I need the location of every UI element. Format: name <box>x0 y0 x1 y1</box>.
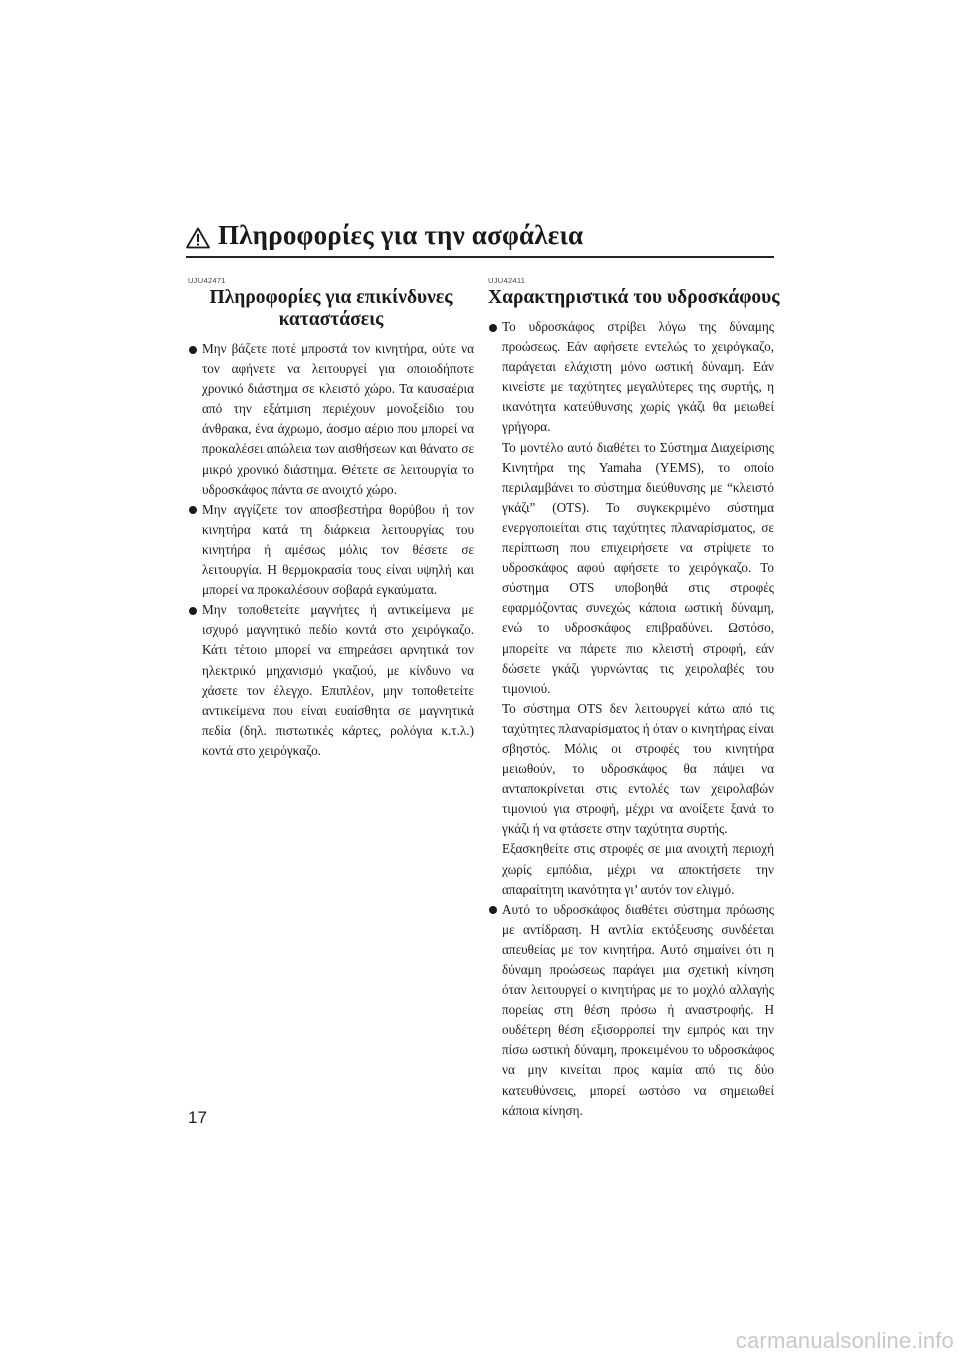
bullet-icon <box>189 346 197 354</box>
left-column <box>188 276 474 761</box>
list-item <box>488 900 774 1121</box>
characteristics-list <box>488 317 774 1121</box>
list-item <box>188 500 474 600</box>
paragraph: Μην αγγίζετε τον αποσβεστήρα θορύβου ή τον κινητήρα κατά τη διάρκεια λειτουργίας του κινητήρα ή αμέσως μόλις τον θέσετε σε λειτουργία. Η θερμοκρασία τους είναι υψηλή και μπορεί να προκαλέσουν σοβαρά εγκαύματα. <box>202 501 474 598</box>
page-title: Πληροφορίες για την ασφάλεια <box>218 220 584 250</box>
warning-triangle-icon <box>186 227 210 249</box>
section-title: Πληροφορίες για επικίνδυνες καταστάσεις <box>209 287 453 330</box>
bullet-icon <box>489 906 497 914</box>
paragraph: Αυτό το υδροσκάφος διαθέτει σύστημα πρόωσης με αντίδραση. Η αντλία εκτόξευσης συνδέεται απευθείας με τον κινητήρα. Αυτό σημαίνει ότι η δύναμη προώσεως παράγει μια σχετική κίνηση όταν λειτουργεί ο κινητήρας με το μοχλό αλλαγής πορείας στη θέση πρόσω ή αναστροφής. Η ουδέτερη θέση εξισορροπεί την εμπρός και την πίσω ωστική δύναμη, προκειμένου το υδροσκάφος να μην κινείται προς καμία από τις δύο κατευθύνσεις, μπορεί ωστόσο να σημειωθεί κάποια κίνηση. <box>502 901 774 1118</box>
right-column <box>488 276 780 1121</box>
list-item <box>188 600 474 761</box>
list-item <box>488 317 774 900</box>
bullet-icon <box>489 324 497 332</box>
paragraph: Εξασκηθείτε στις στροφές σε μια ανοιχτή περιοχή χωρίς εμπόδια, μέχρι να αποκτήσετε την απαραίτητη ικανότητα γι’ αυτόν τον ελιγμό. <box>502 841 774 897</box>
paragraph: Μην τοποθετείτε μαγνήτες ή αντικείμενα με ισχυρό μαγνητικό πεδίο κοντά στο χειρόγκαζο. Κάτι τέτοιο μπορεί να επηρεάσει αρνητικά τον ηλεκτρικό μηχανισμό γκαζιού, με κίνδυνο να χάσετε τον έλεγχο. Επιπλέον, μην τοποθετείτε αντικείμενα που είναι ευαίσθητα σε μαγνητικά πεδία (δηλ. πιστωτικές κάρτες, ρολόγια κ.τ.λ.) κοντά στο χειρόγκαζο. <box>202 602 474 758</box>
section-title: Χαρακτηριστικά του υδροσκάφους <box>488 287 780 308</box>
paragraph: Το μοντέλο αυτό διαθέτει το Σύστημα Διαχείρισης Κινητήρα της Yamaha (YEMS), το οποίο περιλαμβάνει το σύστημα διεύθυνσης με “κλειστό γκάζι” (OTS). Το συγκεκριμένο σύστημα ενεργοποιείται στις ταχύτητες πλαναρίσματος, σε περίπτωση που επιχειρήσετε να στρίψετε το υδροσκάφος αφού αφήσετε το χειρόγκαζο. Το σύστημα OTS υποβοηθά στις στροφές εφαρμόζοντας συνεχώς κάποια ωστική δύναμη, ενώ το υδροσκάφος επιβραδύνει. Ωστόσο, μπορείτε να πάρετε πιο κλειστή στροφή, εάν δώσετε γκάζι γυρνώντας τις χειρολαβές του τιμονιού. <box>502 439 774 696</box>
hazard-list <box>188 339 474 761</box>
page-header <box>186 222 774 258</box>
paragraph: Το υδροσκάφος στρίβει λόγω της δύναμης προώσεως. Εάν αφήσετε εντελώς το χειρόγκαζο, παράγεται ελάχιστη μόνο ωστική δύναμη. Εάν κινείστε με ταχύτητες μεγαλύτερες της συρτής, η ικανότητα κατεύθυνσης χωρίς γκάζι θα μειωθεί γρήγορα. <box>502 319 774 435</box>
section-code: UJU42471 <box>188 276 226 285</box>
watermark: carmanualsonline.info <box>735 1328 954 1353</box>
section-code: UJU42411 <box>488 276 526 285</box>
bullet-icon <box>189 607 197 615</box>
list-item <box>188 339 474 500</box>
bullet-icon <box>189 506 197 514</box>
paragraph: Μην βάζετε ποτέ μπροστά τον κινητήρα, ούτε να τον αφήνετε να λειτουργεί για οποιοδήποτε χρονικό διάστημα σε κλειστό χώρο. Τα καυσαέρια από την εξάτμιση περιέχουν μονοξείδιο του άνθρακα, ένα άχρωμο, άοσμο αέριο που μπορεί να προκαλέσει απώλεια των αισθήσεων και θάνατο σε μικρό χρονικό διάστημα. Θέτετε σε λειτουργία το υδροσκάφος πάντα σε ανοιχτό χώρο. <box>202 341 474 497</box>
page-number: 17 <box>188 1108 207 1127</box>
paragraph: Το σύστημα OTS δεν λειτουργεί κάτω από τις ταχύτητες πλαναρίσματος ή όταν ο κινητήρας είναι σβηστός. Μόλις οι στροφές του κινητήρα μειωθούν, το υδροσκάφος θα πάψει να ανταποκρίνεται στις εντολές των χειρολαβών τιμονιού για στροφή, μέχρι να ανοίξετε ξανά το γκάζι ή να φτάσετε στην ταχύτητα συρτής. <box>502 700 774 837</box>
